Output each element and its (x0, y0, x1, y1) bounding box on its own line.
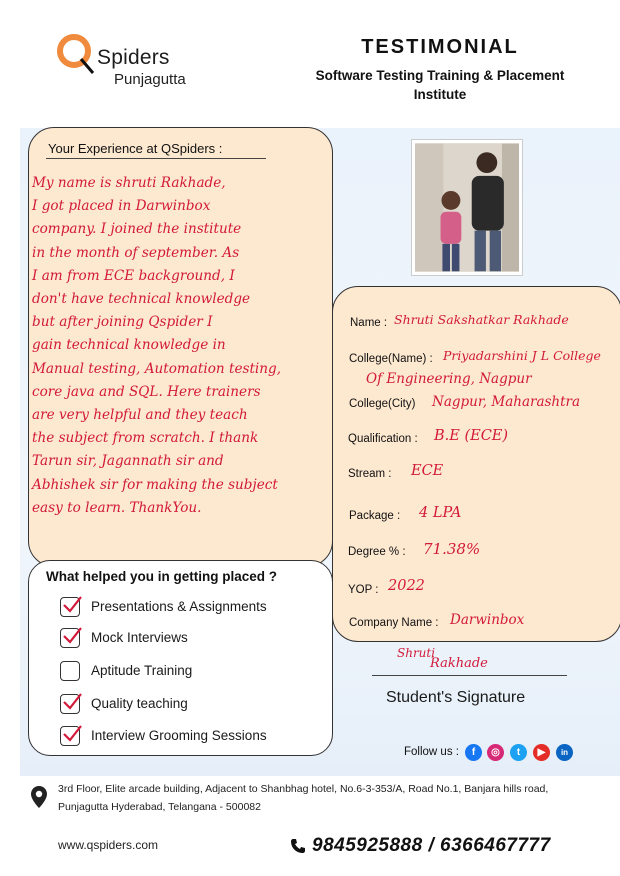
qspiders-logo-icon (55, 32, 99, 76)
checkmark-icon (61, 626, 83, 646)
signature-line1: Shruti (397, 646, 436, 660)
yop-value: 2022 (388, 578, 425, 594)
location-pin-icon (30, 785, 48, 809)
help-item-label: Quality teaching (91, 696, 188, 711)
youtube-icon[interactable]: ▶ (533, 744, 550, 761)
photo-illustration-icon (415, 143, 519, 272)
qualification-value: B.E (ECE) (434, 428, 509, 444)
help-item-label: Mock Interviews (91, 630, 188, 645)
signature-rule (372, 675, 567, 676)
signature-line2: Rakhade (430, 656, 488, 671)
college-name-label: College(Name) : (349, 353, 433, 365)
heading-underline (46, 158, 266, 159)
brand-name: Spiders (97, 46, 170, 69)
experience-heading: Your Experience at QSpiders : (48, 141, 223, 156)
instagram-icon[interactable]: ◎ (487, 744, 504, 761)
document-title: TESTIMONIAL (361, 36, 519, 58)
college-name-value-line2: Of Engineering, Nagpur (366, 371, 532, 387)
website-link[interactable]: www.qspiders.com (58, 838, 159, 852)
address-line2: Punjagutta Hyderabad, Telangana - 500082 (58, 801, 261, 813)
stream-value: ECE (411, 463, 444, 479)
college-city-label: College(City) (349, 398, 416, 410)
experience-text: My name is shruti Rakhade, I got placed in Darwinbox company. I joined the institute in the month of september. As I am from ECE background, I don't have technical knowledge but after joining Qspider I gain technical knowledge in Manual testing, Automation testing, core java and SQL. Here trainers are very helpful and they teach the subject from scratch. I thank Tarun sir, Jagannath sir and Abhishek sir for making the subject easy to learn. ThankYou. (32, 175, 282, 516)
phone-icon (290, 838, 306, 854)
address-line1: 3rd Floor, Elite arcade building, Adjacent to Shanbhag hotel, No.6-3-353/A, Road No.1, Banjara hills road, (58, 783, 549, 795)
facebook-icon[interactable]: f (465, 744, 482, 761)
qualification-label: Qualification : (348, 433, 418, 445)
yop-label: YOP : (348, 584, 379, 596)
degree-label: Degree % : (348, 546, 406, 558)
help-heading: What helped you in getting placed ? (46, 569, 278, 584)
checkmark-icon (61, 595, 83, 615)
signature-caption: Student's Signature (386, 689, 526, 706)
checkbox[interactable] (60, 661, 80, 681)
stream-label: Stream : (348, 468, 392, 480)
company-name-value: Darwinbox (450, 612, 525, 628)
package-label: Package : (349, 510, 401, 522)
follow-label: Follow us : (404, 746, 459, 758)
degree-value: 71.38% (423, 540, 481, 558)
college-city-value: Nagpur, Maharashtra (432, 394, 581, 410)
name-label: Name : (350, 317, 388, 329)
company-name-label: Company Name : (349, 617, 439, 629)
name-value: Shruti Sakshatkar Rakhade (394, 312, 569, 327)
twitter-icon[interactable]: t (510, 744, 527, 761)
checkmark-icon (61, 724, 83, 744)
help-item-label: Interview Grooming Sessions (91, 728, 267, 743)
college-name-value: Priyadarshini J L College (443, 348, 601, 363)
checkmark-icon (61, 692, 83, 712)
help-item-label: Presentations & Assignments (91, 599, 267, 614)
help-item-label: Aptitude Training (91, 663, 193, 678)
document-subtitle: Software Testing Training & Placement Institute (315, 68, 565, 102)
linkedin-icon[interactable]: in (556, 744, 573, 761)
package-value: 4 LPA (419, 505, 462, 521)
student-photo (412, 140, 522, 275)
phone-numbers[interactable]: 9845925888 / 6366467777 (312, 835, 551, 856)
brand-branch: Punjagutta (114, 71, 186, 88)
